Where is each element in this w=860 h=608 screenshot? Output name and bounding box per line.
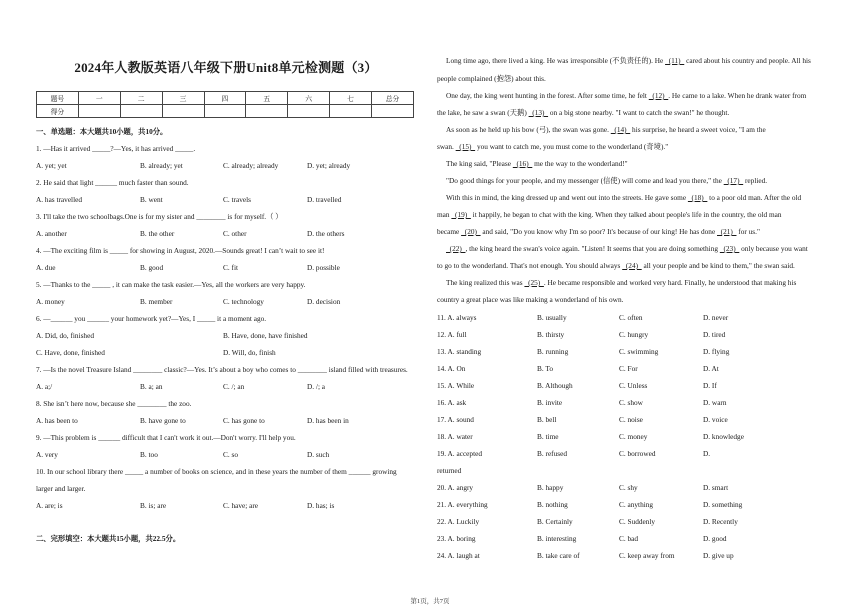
passage-text: only because you want (739, 244, 808, 253)
q11-option-b: B. usually (537, 313, 567, 322)
q4-option-c: C. fit (223, 263, 238, 272)
q9-option-b: B. too (140, 450, 158, 459)
q1-option-a: A. yet; yet (36, 161, 67, 170)
q22-option-d: D. Recently (703, 517, 738, 526)
passage-text: it happily, he began to chat with the king. When they talked about people's life in the country, the old man (470, 210, 782, 219)
score-header-cell: 三 (162, 92, 204, 105)
passage-text: cared about his country and people. All his (684, 56, 811, 65)
score-cell (246, 105, 288, 118)
q22-option-b: B. Certainly (537, 517, 573, 526)
passage-text: As soon as he held up his bow (弓), the swan was gone. (446, 125, 611, 134)
passage-line (437, 227, 760, 236)
score-header-cell: 总分 (372, 92, 414, 105)
passage-line (446, 125, 766, 135)
q19-option-b: B. refused (537, 449, 567, 458)
q20-option-d: D. smart (703, 483, 729, 492)
passage-text: for us." (736, 227, 760, 236)
passage-text: The king realized this was (446, 278, 525, 287)
q23-option-a: 23. A. boring (437, 534, 476, 543)
passage-line (446, 278, 796, 287)
q5-option-b: B. member (140, 297, 173, 306)
passage-text: Long time ago, there lived a king. He was irresponsible (不负责任的). He (446, 56, 666, 65)
passage-line (437, 295, 623, 304)
question-2: 2. He said that light ______ much faster than sound. (36, 178, 189, 187)
cloze-blank: (13) (528, 108, 549, 117)
q2-option-a: A. has travelled (36, 195, 82, 204)
q20-option-a: 20. A. angry (437, 483, 474, 492)
q4-option-d: D. possible (307, 263, 340, 272)
q20-option-c: C. shy (619, 483, 638, 492)
q14-option-a: 14. A. On (437, 364, 466, 373)
q8-option-d: D. has been in (307, 416, 349, 425)
q21-option-c: C. anything (619, 500, 654, 509)
passage-text: With this in mind, the king dressed up and went out into the streets. He gave some (446, 193, 688, 202)
q15-option-c: C. Unless (619, 381, 648, 390)
cloze-blank: (16) (512, 159, 533, 168)
score-row-label: 得分 (37, 105, 79, 118)
q17-option-b: B. bell (537, 415, 557, 424)
q21-option-a: 21. A. everything (437, 500, 488, 509)
score-header-cell: 六 (288, 92, 330, 105)
cloze-blank: (19) (451, 210, 471, 219)
score-cell (288, 105, 330, 118)
score-cell (330, 105, 372, 118)
page-footer: 第1页，共7页 (410, 598, 450, 605)
q23-option-d: D. good (703, 534, 727, 543)
q6-option-d: D. Will, do, finish (223, 348, 276, 357)
q18-option-d: D. knowledge (703, 432, 744, 441)
q10-option-a: A. are; is (36, 501, 63, 510)
passage-text: became (437, 227, 462, 236)
q3-option-b: B. the other (140, 229, 175, 238)
q1-option-c: C. already; already (223, 161, 279, 170)
question-3: 3. I'll take the two schoolbags.One is for my sister and ________ is for myself.（ ） (36, 212, 283, 221)
passage-line (446, 91, 806, 100)
passage-text: man (437, 210, 452, 219)
q4-option-b: B. good (140, 263, 164, 272)
cloze-blank: (25) (524, 278, 544, 287)
q4-option-a: A. due (36, 263, 56, 272)
question-1: 1. —Has it arrived _____?—Yes, it has arrived _____. (36, 144, 196, 153)
score-cell (204, 105, 246, 118)
cloze-blank: (14) (610, 125, 631, 134)
q18-option-a: 18. A. water (437, 432, 473, 441)
passage-line (437, 74, 546, 84)
q5-option-c: C. technology (223, 297, 264, 306)
cloze-blank: (20) (461, 227, 481, 236)
q8-option-a: A. has been to (36, 416, 78, 425)
q5-option-d: D. decision (307, 297, 341, 306)
score-cell (120, 105, 162, 118)
passage-line (437, 261, 795, 270)
score-header-cell: 五 (246, 92, 288, 105)
score-header-cell: 四 (204, 92, 246, 105)
score-header-cell: 题号 (37, 92, 79, 105)
question-4: 4. —The exciting film is _____ for showing in August, 2020.—Sounds great! I can’t wait to see it! (36, 246, 325, 255)
q3-option-c: C. other (223, 229, 247, 238)
q2-option-d: D. travelled (307, 195, 342, 204)
q12-option-c: C. hungry (619, 330, 649, 339)
question-10-continued: larger and larger. (36, 484, 86, 493)
passage-text: to go to the wonderland. That's not enough. You should always (437, 261, 623, 270)
q13-option-d: D. flying (703, 347, 730, 356)
q23-option-b: B. interesting (537, 534, 577, 543)
q14-option-b: B. To (537, 364, 553, 373)
q13-option-c: C. swimming (619, 347, 659, 356)
passage-line (446, 159, 628, 168)
score-table-header-row (37, 92, 414, 105)
q7-option-d: D. /; a (307, 382, 326, 391)
q6-option-a: A. Did, do, finished (36, 331, 94, 340)
passage-text: the lake, he saw a swan (天鹅) (437, 108, 529, 117)
passage-text: The king said, "Please (446, 159, 513, 168)
page-title: 2024年人教版英语八年级下册Unit8单元检测题（3） (74, 60, 378, 75)
cloze-blank: (22) (446, 244, 466, 253)
q24-option-a: 24. A. laugh at (437, 551, 480, 560)
q10-option-c: C. have; are (223, 501, 259, 510)
q22-option-a: 22. A. Luckily (437, 517, 480, 526)
cloze-blank: (11) (665, 56, 685, 65)
q15-option-b: B. Although (537, 381, 573, 390)
q7-option-b: B. a; an (140, 382, 163, 391)
q2-option-b: B. went (140, 195, 163, 204)
q21-option-b: B. nothing (537, 500, 568, 509)
q13-option-b: B. running (537, 347, 569, 356)
q20-option-b: B. happy (537, 483, 564, 492)
q9-option-d: D. such (307, 450, 330, 459)
cloze-blank: (18) (687, 193, 708, 202)
question-10: 10. In our school library there _____ a number of books on science, and in these years the number of them ______ growing (36, 467, 397, 476)
q16-option-c: C. show (619, 398, 643, 407)
q19-option-d: D. (703, 449, 711, 458)
q7-option-a: A. a;/ (36, 382, 53, 391)
q3-option-d: D. the others (307, 229, 345, 238)
q16-option-b: B. invite (537, 398, 563, 407)
passage-text: replied. (743, 176, 768, 185)
score-cell (78, 105, 120, 118)
q17-option-d: D. voice (703, 415, 728, 424)
passage-text: on a big stone nearby. "I want to catch the swan!" he thought. (548, 108, 730, 117)
q19-option-c: C. borrowed (619, 449, 656, 458)
q21-option-d: D. something (703, 500, 743, 509)
question-5: 5. —Thanks to the _____ , it can make the task easier.—Yes, all the workers are very happy. (36, 280, 306, 289)
cloze-blank: (21) (717, 227, 737, 236)
passage-text: his surprise, he heard a sweet voice, "I am the (630, 125, 766, 134)
q16-option-a: 16. A. ask (437, 398, 467, 407)
q14-option-c: C. For (619, 364, 638, 373)
cloze-blank: (24) (622, 261, 642, 270)
question-6: 6. —______ you ______ your homework yet?—Yes, I _____ it a moment ago. (36, 314, 267, 323)
cloze-blank: (23) (719, 244, 740, 253)
cloze-blank: (12) (648, 91, 669, 100)
section2-heading: 二、完形填空：本大题共15小题，共22.5分。 (36, 534, 181, 543)
q3-option-a: A. another (36, 229, 67, 238)
q7-option-c: C. /; an (223, 382, 245, 391)
passage-text: me the way to the wonderland!" (532, 159, 628, 168)
q18-option-b: B. time (537, 432, 559, 441)
q5-option-a: A. money (36, 297, 65, 306)
q6-option-c: C. Have, done, finished (36, 348, 105, 357)
q2-option-c: C. travels (223, 195, 251, 204)
q11-option-a: 11. A. always (437, 313, 477, 322)
passage-line (446, 193, 801, 202)
cloze-blank: (17) (723, 176, 744, 185)
q1-option-b: B. already; yet (140, 161, 183, 170)
cloze-blank: (15) (455, 142, 476, 151)
q13-option-a: 13. A. standing (437, 347, 482, 356)
q18-option-c: C. money (619, 432, 648, 441)
q1-option-d: D. yet; already (307, 161, 351, 170)
passage-line (446, 176, 767, 186)
question-7: 7. —Is the novel Treasure Island ________ classic?—Yes. It’s about a boy who comes to ________ island filled with treasures. (36, 365, 408, 374)
passage-text: country a great place was like making a wonderland of his own. (437, 295, 624, 304)
passage-text: to a poor old man. After the old (707, 193, 802, 202)
passage-text: and said, "Do you know why I'm so poor? It's because of our king! He has done (480, 227, 718, 236)
passage-text: . He became responsible and worked very hard. Finally, he understood that making his (543, 278, 797, 287)
q10-option-d: D. has; is (307, 501, 335, 510)
score-header-cell: 一 (78, 92, 120, 105)
section1-heading: 一、单选题：本大题共10小题，共10分。 (36, 127, 168, 136)
q10-option-b: B. is; are (140, 501, 167, 510)
score-cell (372, 105, 414, 118)
passage-text: you want to catch me, you must come to the wonderland (奇境)." (475, 142, 669, 151)
q16-option-d: D. warn (703, 398, 727, 407)
score-table-score-row (37, 105, 414, 118)
score-cell (162, 105, 204, 118)
q8-option-c: C. has gone to (223, 416, 265, 425)
passage-text: swan. (437, 142, 456, 151)
q9-option-c: C. so (223, 450, 239, 459)
q19-option-d-wrap: returned (437, 466, 462, 475)
passage-text: . He came to a lake. When he drank water from (668, 91, 807, 100)
passage-line (437, 210, 782, 219)
q15-option-d: D. If (703, 381, 717, 390)
passage-line (437, 108, 729, 118)
q12-option-b: B. thirsty (537, 330, 565, 339)
q15-option-a: 15. A. While (437, 381, 475, 390)
score-table (36, 91, 414, 118)
q12-option-d: D. tired (703, 330, 726, 339)
q19-option-a: 19. A. accepted (437, 449, 482, 458)
score-header-cell: 二 (120, 92, 162, 105)
passage-text: "Do good things for your people, and my messenger (信使) will come and lead you there," the (446, 176, 724, 185)
q23-option-c: C. bad (619, 534, 639, 543)
passage-text: people complained (抱怨) about this. (437, 74, 546, 83)
passage-text: all your people and be kind to them," the swan said. (641, 261, 795, 270)
score-header-cell: 七 (330, 92, 372, 105)
passage-text: , the king heard the swan's voice again. "Listen! It seems that you are doing something (465, 244, 720, 253)
passage-line (437, 142, 668, 152)
passage-text: One day, the king went hunting in the forest. After some time, he felt (446, 91, 649, 100)
q17-option-c: C. noise (619, 415, 643, 424)
q17-option-a: 17. A. sound (437, 415, 474, 424)
q12-option-a: 12. A. full (437, 330, 467, 339)
passage-line (446, 244, 808, 253)
q14-option-d: D. At (703, 364, 719, 373)
q24-option-b: B. take care of (537, 551, 580, 560)
q9-option-a: A. very (36, 450, 58, 459)
q24-option-d: D. give up (703, 551, 734, 560)
q24-option-c: C. keep away from (619, 551, 675, 560)
question-8: 8. She isn’t here now, because she ________ the zoo. (36, 399, 192, 408)
q11-option-c: C. often (619, 313, 643, 322)
question-9: 9. —This problem is ______ difficult that I can't work it out.—Don't worry. I'll help you. (36, 433, 296, 442)
passage-line (446, 56, 811, 66)
q11-option-d: D. never (703, 313, 729, 322)
q8-option-b: B. have gone to (140, 416, 186, 425)
q6-option-b: B. Have, done, have finished (223, 331, 308, 340)
q22-option-c: C. Suddenly (619, 517, 656, 526)
